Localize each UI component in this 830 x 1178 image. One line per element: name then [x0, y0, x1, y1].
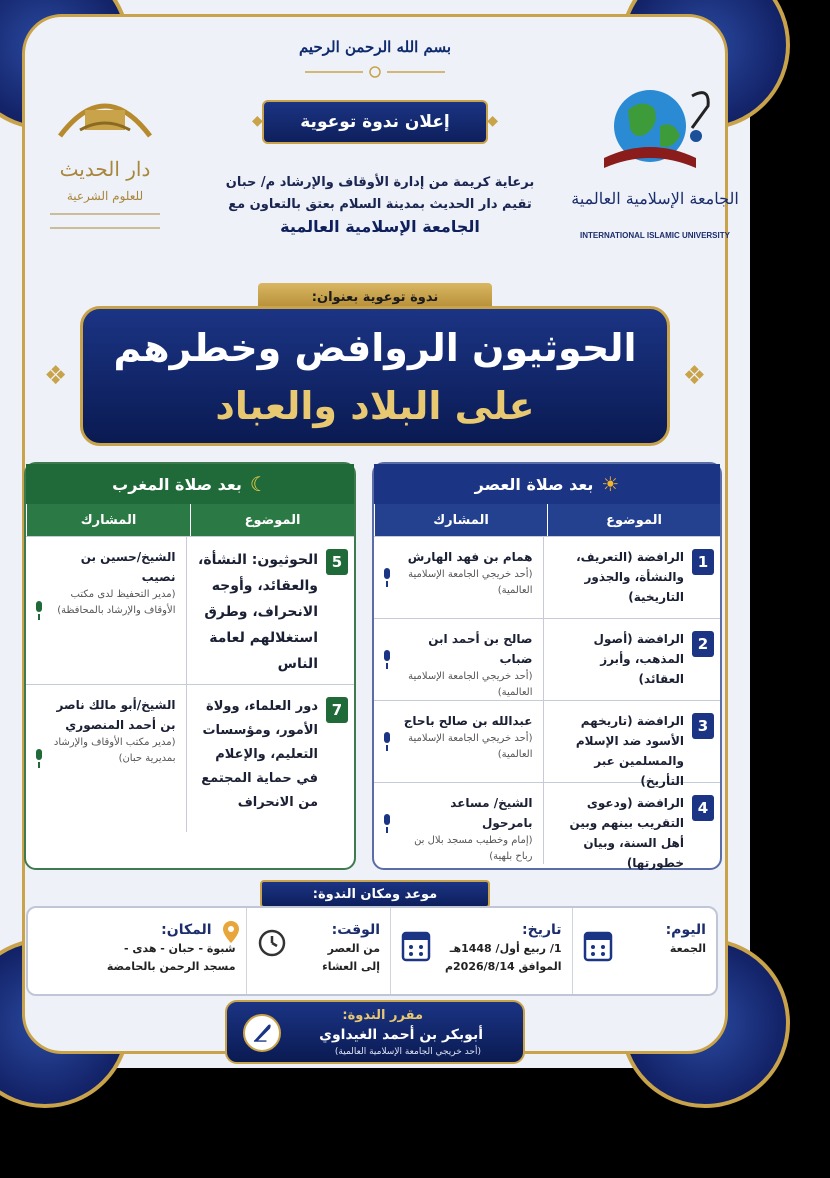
col-participant: المشارك — [26, 504, 190, 536]
col-topic: الموضوع — [547, 504, 720, 536]
main-title — [40, 306, 710, 446]
svg-text:دار الحديث: دار الحديث — [59, 157, 151, 181]
international-islamic-university-logo — [571, 76, 739, 246]
participant-note: (أحد خريجي الجامعة الإسلامية العالمية) — [408, 671, 533, 698]
row-number: 3 — [692, 713, 714, 739]
participant-note: (مدير مكتب الأوقاف والإرشاد بمديرية حبان) — [53, 737, 176, 764]
day-value: الجمعة — [669, 942, 706, 955]
schedule-tag: موعد ومكان الندوة: — [260, 880, 490, 908]
ornament-icon: ❖ — [682, 361, 706, 391]
table-row — [374, 618, 720, 700]
participant-name: الشيخ/حسين بن نصيب — [80, 550, 176, 584]
topic-text: الرافضة (ودعوى التقريب بينهم وبين أهل السنة، وبيان خطورتها) — [569, 796, 684, 870]
title-tag: ندوة توعوية بعنوان: — [258, 283, 492, 311]
intro-line-university: الجامعة الإسلامية العالمية — [280, 217, 480, 236]
sun-icon: ☀ — [601, 472, 620, 496]
microphone-icon — [382, 568, 392, 588]
participant-note: (مدير التحفيظ لدى مكتب الأوقاف والإرشاد بالمحافظة) — [57, 589, 176, 616]
dar-alhadith-logo — [40, 76, 170, 246]
microphone-icon — [34, 749, 44, 769]
place-label: المكان: — [161, 922, 212, 938]
topic-text: الرافضة (أصول المذهب، وأبرز العقائد) — [593, 632, 684, 686]
table-row — [26, 536, 354, 684]
table-row — [374, 700, 720, 788]
participant-name: همام بن فهد الهارش — [407, 550, 533, 564]
date-label: تاريخ: — [522, 922, 562, 938]
time-from: من العصر — [327, 942, 381, 955]
col-topic: الموضوع — [190, 504, 354, 536]
participant-name: صالح بن أحمد ابن ضباب — [428, 632, 533, 666]
intro-text — [180, 172, 580, 238]
asr-heading-label: بعد صلاة العصر — [474, 474, 594, 494]
quill-pen-icon — [243, 1014, 281, 1052]
table-row — [374, 782, 720, 870]
rapporteur-box — [225, 1000, 525, 1064]
participant-note: (إمام وخطيب مسجد بلال بن رباح بلهية) — [414, 835, 533, 862]
microphone-icon — [382, 814, 392, 834]
maghrib-session-panel — [24, 462, 356, 870]
topic-text: الحوثيون: النشأة، والعقائد، وأوجه الانحراف، وطرق استغلالهم لعامة الناس — [198, 552, 318, 672]
table-row — [26, 684, 354, 832]
asr-column-headers — [374, 504, 720, 536]
rapporteur-note: (أحد خريجي الجامعة الإسلامية العالمية) — [334, 1047, 481, 1057]
microphone-icon — [382, 732, 392, 752]
place-line-2: مسجد الرحمن بالحامضة — [106, 960, 236, 973]
participant-note: (أحد خريجي الجامعة الإسلامية العالمية) — [408, 569, 533, 596]
time-info — [246, 908, 390, 994]
participant-note: (أحد خريجي الجامعة الإسلامية العالمية) — [408, 733, 533, 760]
clock-icon — [257, 928, 287, 958]
intro-line: تقيم دار الحديث بمدينة السلام بعتق بالتعاون مع — [228, 197, 532, 212]
maghrib-column-headers — [26, 504, 354, 536]
row-number: 1 — [692, 549, 714, 575]
time-label: الوقت: — [331, 922, 381, 938]
maghrib-heading-label: بعد صلاة المغرب — [112, 474, 242, 494]
day-info — [572, 908, 716, 994]
place-info — [28, 908, 246, 994]
rapporteur-title: مقرر الندوة: — [342, 1008, 423, 1023]
university-name: الجامعة الإسلامية العالمية — [571, 189, 739, 208]
svg-text:للعلوم الشرعية: للعلوم الشرعية — [66, 189, 144, 203]
title-line-1: الحوثيون الروافض وخطرهم — [113, 326, 637, 370]
row-number: 2 — [692, 631, 714, 657]
participant-name: عبدالله بن صالح باحاج — [403, 714, 533, 728]
topic-text: الرافضة (تاريخهم الأسود ضد الإسلام والمسلمين عبر التأريخ) — [575, 714, 684, 788]
divider-ornament — [305, 66, 445, 78]
day-label: اليوم: — [665, 922, 706, 938]
asr-heading — [374, 464, 720, 504]
basmala: بسم الله الرحمن الرحيم — [298, 38, 452, 56]
date-info — [390, 908, 572, 994]
topic-text: دور العلماء، وولاة الأمور، ومؤسسات التعليم، والإعلام في حماية المجتمع من الانحراف — [201, 699, 318, 810]
location-pin-icon — [222, 920, 240, 944]
microphone-icon — [34, 601, 44, 621]
calendar-icon — [583, 928, 613, 962]
topic-text: الرافضة (التعريف، والنشأة، والجذور التاريخية) — [576, 550, 684, 604]
schedule-bar — [26, 906, 718, 996]
calendar-icon — [401, 928, 431, 962]
place-line-1: شبوة - حبان - هدى - — [124, 942, 236, 955]
ornament-icon: ❖ — [44, 361, 68, 391]
title-line-2: على البلاد والعباد — [215, 384, 535, 428]
time-to: إلى العشاء — [322, 960, 381, 973]
participant-name: الشيخ/أبو مالك ناصر بن أحمد المنصوري — [56, 698, 176, 732]
microphone-icon — [382, 650, 392, 670]
moon-icon: ☾ — [249, 472, 268, 496]
date-gregorian: الموافق 2026/8/14م — [444, 960, 562, 973]
university-caption: INTERNATIONAL ISLAMIC UNIVERSITY — [580, 231, 730, 240]
asr-session-panel — [372, 462, 722, 870]
maghrib-heading — [26, 464, 354, 504]
row-number: 5 — [326, 549, 348, 575]
col-participant: المشارك — [374, 504, 547, 536]
participant-name: الشيخ/ مساعد بامرحول — [450, 796, 533, 830]
date-hijri: 1/ ربيع أول/ 1448هـ — [449, 942, 562, 955]
row-number: 7 — [326, 697, 348, 723]
rapporteur-name: أبوبكر بن أحمد الغيداوي — [319, 1027, 483, 1043]
row-number: 4 — [692, 795, 714, 821]
announcement-banner: ◆ إعلان ندوة توعوية ◆ — [262, 100, 488, 144]
intro-line: برعاية كريمة من إدارة الأوقاف والإرشاد م/ حبان — [225, 175, 535, 190]
table-row — [374, 536, 720, 618]
